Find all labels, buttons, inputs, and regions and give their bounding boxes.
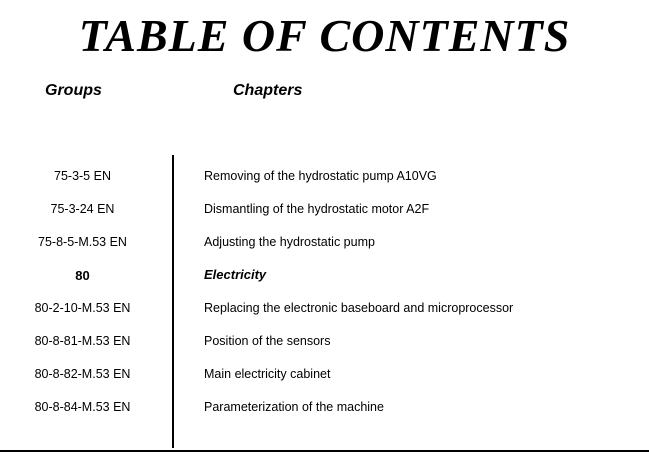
list-item: [0, 366, 649, 384]
page-title: TABLE OF CONTENTS: [78, 10, 571, 61]
group-code: 80-8-84-M.53 EN: [34, 400, 131, 414]
column-header-chapters: Chapters: [233, 82, 303, 100]
list-item: [0, 201, 649, 219]
chapter-title: Main electricity cabinet: [204, 367, 331, 381]
list-item: [0, 234, 649, 252]
column-headers: [0, 82, 649, 126]
list-item: [0, 168, 649, 186]
chapter-title: Adjusting the hydrostatic pump: [204, 235, 375, 249]
list-item: [0, 399, 649, 417]
chapter-title: Position of the sensors: [204, 334, 331, 348]
list-item: [0, 333, 649, 351]
column-header-groups: Groups: [45, 82, 102, 100]
chapter-title: Parameterization of the machine: [204, 400, 384, 414]
group-code: 80-8-82-M.53 EN: [34, 367, 131, 381]
list-item: [0, 300, 649, 318]
group-code: 80-8-81-M.53 EN: [34, 334, 131, 348]
group-code: 80-2-10-M.53 EN: [34, 301, 131, 315]
list-item-section: [0, 267, 649, 285]
contents-list: [0, 168, 649, 432]
chapter-title: Removing of the hydrostatic pump A10VG: [204, 169, 437, 183]
group-code: 75-8-5-M.53 EN: [38, 235, 127, 249]
chapter-title: Dismantling of the hydrostatic motor A2F: [204, 202, 430, 216]
group-code: 80: [75, 268, 90, 283]
chapter-title: Replacing the electronic baseboard and microprocessor: [204, 301, 514, 315]
group-code: 75-3-5 EN: [54, 169, 111, 183]
group-code: 75-3-24 EN: [50, 202, 115, 216]
bottom-rule: [0, 450, 649, 452]
chapter-title: Electricity: [204, 267, 267, 282]
